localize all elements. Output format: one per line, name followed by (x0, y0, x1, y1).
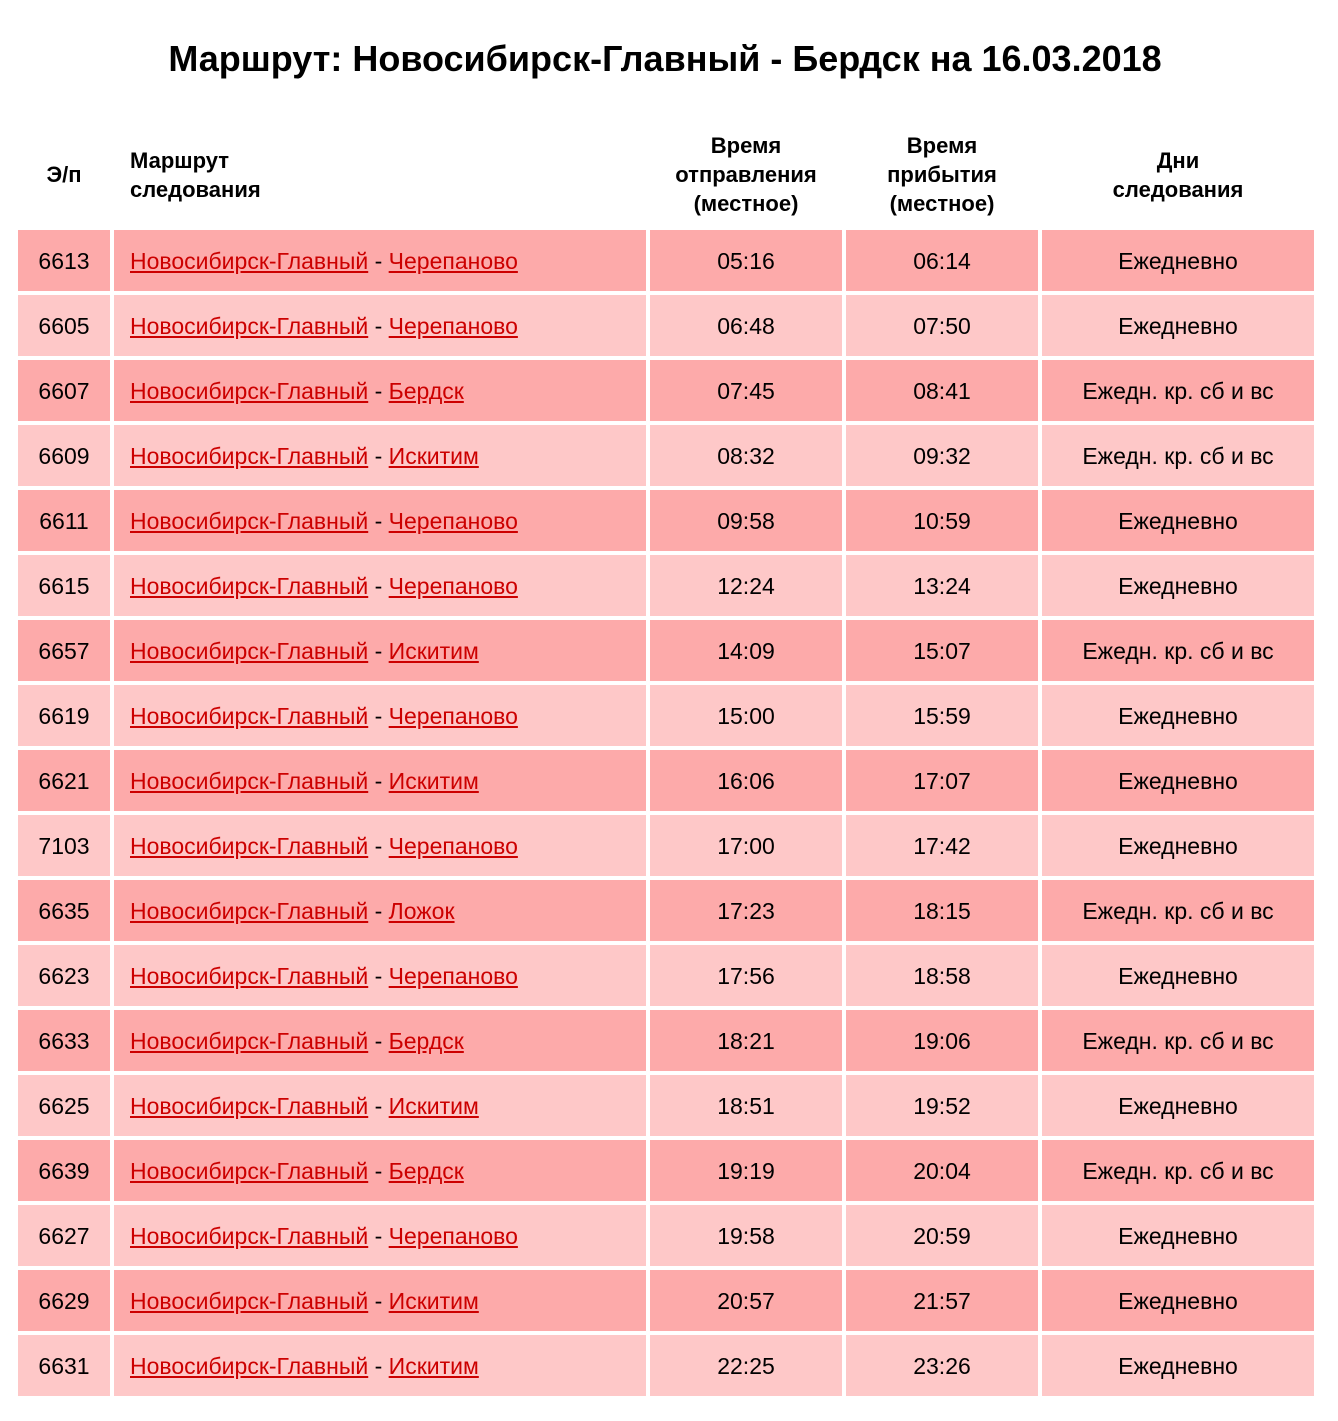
train-number-cell: 6629 (18, 1270, 110, 1331)
departure-time-cell: 17:23 (650, 880, 842, 941)
table-row (18, 1335, 1314, 1396)
departure-time-cell: 05:16 (650, 230, 842, 291)
route-separator: - (374, 1287, 383, 1314)
table-row (18, 815, 1314, 876)
station-link-to[interactable]: Черепаново (388, 572, 518, 599)
table-row (18, 1270, 1314, 1331)
days-cell: Ежедневно (1042, 555, 1314, 616)
station-link-from[interactable]: Новосибирск-Главный (130, 832, 369, 859)
route-separator: - (374, 247, 383, 274)
route-separator: - (374, 1222, 383, 1249)
station-link-to[interactable]: Черепаново (388, 962, 518, 989)
train-number-cell: 7103 (18, 815, 110, 876)
departure-time-cell: 18:51 (650, 1075, 842, 1136)
station-link-to[interactable]: Черепаново (388, 507, 518, 534)
arrival-time-cell: 17:07 (846, 750, 1038, 811)
station-link-from[interactable]: Новосибирск-Главный (130, 572, 369, 599)
table-row (18, 1010, 1314, 1071)
route-cell (114, 880, 646, 941)
station-link-to[interactable]: Черепаново (388, 247, 518, 274)
route-separator: - (374, 507, 383, 534)
days-cell: Ежедневно (1042, 1075, 1314, 1136)
departure-time-cell: 19:58 (650, 1205, 842, 1266)
table-row (18, 230, 1314, 291)
route-cell (114, 1075, 646, 1136)
station-link-from[interactable]: Новосибирск-Главный (130, 702, 369, 729)
departure-time-cell: 17:56 (650, 945, 842, 1006)
arrival-time-cell: 23:26 (846, 1335, 1038, 1396)
arrival-time-cell: 08:41 (846, 360, 1038, 421)
header-departure: Время отправления (местное) (650, 123, 842, 226)
train-number-cell: 6631 (18, 1335, 110, 1396)
departure-time-cell: 14:09 (650, 620, 842, 681)
days-cell: Ежедневно (1042, 490, 1314, 551)
header-arrival: Время прибытия (местное) (846, 123, 1038, 226)
departure-time-cell: 16:06 (650, 750, 842, 811)
schedule-table (14, 119, 1318, 1400)
departure-time-cell: 09:58 (650, 490, 842, 551)
station-link-from[interactable]: Новосибирск-Главный (130, 312, 369, 339)
arrival-time-cell: 15:07 (846, 620, 1038, 681)
station-link-from[interactable]: Новосибирск-Главный (130, 1157, 369, 1184)
route-cell (114, 1270, 646, 1331)
arrival-time-cell: 20:04 (846, 1140, 1038, 1201)
days-cell: Ежедн. кр. сб и вс (1042, 360, 1314, 421)
departure-time-cell: 06:48 (650, 295, 842, 356)
header-days: Дни следования (1042, 123, 1314, 226)
table-row (18, 1075, 1314, 1136)
table-row (18, 750, 1314, 811)
train-number-cell: 6623 (18, 945, 110, 1006)
arrival-time-cell: 15:59 (846, 685, 1038, 746)
arrival-time-cell: 19:06 (846, 1010, 1038, 1071)
route-cell (114, 360, 646, 421)
route-cell (114, 490, 646, 551)
days-cell: Ежедн. кр. сб и вс (1042, 425, 1314, 486)
train-number-cell: 6635 (18, 880, 110, 941)
days-cell: Ежедн. кр. сб и вс (1042, 1010, 1314, 1071)
route-cell (114, 1205, 646, 1266)
header-route: Маршрут следования (114, 123, 646, 226)
station-link-from[interactable]: Новосибирск-Главный (130, 507, 369, 534)
route-separator: - (374, 702, 383, 729)
station-link-from[interactable]: Новосибирск-Главный (130, 767, 369, 794)
days-cell: Ежедневно (1042, 945, 1314, 1006)
route-cell (114, 620, 646, 681)
table-row (18, 490, 1314, 551)
table-row (18, 425, 1314, 486)
station-link-to[interactable]: Искитим (388, 637, 479, 664)
table-row (18, 1205, 1314, 1266)
arrival-time-cell: 06:14 (846, 230, 1038, 291)
route-separator: - (374, 637, 383, 664)
arrival-time-cell: 13:24 (846, 555, 1038, 616)
route-separator: - (374, 1027, 383, 1054)
departure-time-cell: 17:00 (650, 815, 842, 876)
departure-time-cell: 22:25 (650, 1335, 842, 1396)
days-cell: Ежедневно (1042, 815, 1314, 876)
train-number-cell: 6619 (18, 685, 110, 746)
train-number-cell: 6611 (18, 490, 110, 551)
train-number-cell: 6625 (18, 1075, 110, 1136)
table-row (18, 360, 1314, 421)
arrival-time-cell: 09:32 (846, 425, 1038, 486)
station-link-to[interactable]: Черепаново (388, 832, 518, 859)
route-separator: - (374, 312, 383, 339)
table-row (18, 685, 1314, 746)
departure-time-cell: 20:57 (650, 1270, 842, 1331)
days-cell: Ежедневно (1042, 685, 1314, 746)
days-cell: Ежедневно (1042, 1270, 1314, 1331)
route-cell (114, 685, 646, 746)
train-number-cell: 6605 (18, 295, 110, 356)
route-separator: - (374, 377, 383, 404)
station-link-from[interactable]: Новосибирск-Главный (130, 442, 369, 469)
train-number-cell: 6657 (18, 620, 110, 681)
route-cell (114, 750, 646, 811)
days-cell: Ежедневно (1042, 750, 1314, 811)
route-separator: - (374, 1157, 383, 1184)
station-link-to[interactable]: Бердск (388, 1027, 464, 1054)
days-cell: Ежедневно (1042, 295, 1314, 356)
table-row (18, 880, 1314, 941)
station-link-to[interactable]: Ложок (388, 897, 455, 924)
arrival-time-cell: 18:15 (846, 880, 1038, 941)
days-cell: Ежедневно (1042, 230, 1314, 291)
station-link-from[interactable]: Новосибирск-Главный (130, 897, 369, 924)
station-link-to[interactable]: Бердск (388, 377, 464, 404)
days-cell: Ежедневно (1042, 1335, 1314, 1396)
station-link-to[interactable]: Черепаново (388, 1222, 518, 1249)
arrival-time-cell: 19:52 (846, 1075, 1038, 1136)
schedule-body (18, 230, 1314, 1396)
train-number-cell: 6615 (18, 555, 110, 616)
departure-time-cell: 07:45 (650, 360, 842, 421)
table-row (18, 945, 1314, 1006)
departure-time-cell: 19:19 (650, 1140, 842, 1201)
station-link-from[interactable]: Новосибирск-Главный (130, 962, 369, 989)
station-link-from[interactable]: Новосибирск-Главный (130, 247, 369, 274)
station-link-from[interactable]: Новосибирск-Главный (130, 1352, 369, 1379)
station-link-from[interactable]: Новосибирск-Главный (130, 377, 369, 404)
train-number-cell: 6627 (18, 1205, 110, 1266)
route-separator: - (374, 442, 383, 469)
route-separator: - (374, 1352, 383, 1379)
departure-time-cell: 08:32 (650, 425, 842, 486)
station-link-to[interactable]: Искитим (388, 767, 479, 794)
route-separator: - (374, 832, 383, 859)
route-separator: - (374, 767, 383, 794)
train-number-cell: 6607 (18, 360, 110, 421)
arrival-time-cell: 17:42 (846, 815, 1038, 876)
station-link-to[interactable]: Бердск (388, 1157, 464, 1184)
days-cell: Ежедневно (1042, 1205, 1314, 1266)
route-cell (114, 1010, 646, 1071)
arrival-time-cell: 20:59 (846, 1205, 1038, 1266)
route-cell (114, 945, 646, 1006)
route-cell (114, 1140, 646, 1201)
station-link-to[interactable]: Искитим (388, 442, 479, 469)
table-header-row (18, 123, 1314, 226)
table-row (18, 1140, 1314, 1201)
departure-time-cell: 12:24 (650, 555, 842, 616)
station-link-to[interactable]: Искитим (388, 1352, 479, 1379)
table-row (18, 620, 1314, 681)
route-cell (114, 815, 646, 876)
arrival-time-cell: 18:58 (846, 945, 1038, 1006)
route-separator: - (374, 962, 383, 989)
train-number-cell: 6609 (18, 425, 110, 486)
station-link-to[interactable]: Искитим (388, 1287, 479, 1314)
page-title: Маршрут: Новосибирск-Главный - Бердск на 16.03.2018 (168, 38, 1162, 79)
route-cell (114, 295, 646, 356)
station-link-from[interactable]: Новосибирск-Главный (130, 1287, 369, 1314)
days-cell: Ежедн. кр. сб и вс (1042, 1140, 1314, 1201)
station-link-from[interactable]: Новосибирск-Главный (130, 637, 369, 664)
route-separator: - (374, 897, 383, 924)
route-separator: - (374, 1092, 383, 1119)
station-link-from[interactable]: Новосибирск-Главный (130, 1027, 369, 1054)
days-cell: Ежедн. кр. сб и вс (1042, 880, 1314, 941)
route-cell (114, 230, 646, 291)
departure-time-cell: 18:21 (650, 1010, 842, 1071)
station-link-to[interactable]: Искитим (388, 1092, 479, 1119)
station-link-from[interactable]: Новосибирск-Главный (130, 1092, 369, 1119)
route-cell (114, 425, 646, 486)
table-row (18, 555, 1314, 616)
arrival-time-cell: 07:50 (846, 295, 1038, 356)
station-link-from[interactable]: Новосибирск-Главный (130, 1222, 369, 1249)
arrival-time-cell: 21:57 (846, 1270, 1038, 1331)
departure-time-cell: 15:00 (650, 685, 842, 746)
train-number-cell: 6613 (18, 230, 110, 291)
days-cell: Ежедн. кр. сб и вс (1042, 620, 1314, 681)
station-link-to[interactable]: Черепаново (388, 312, 518, 339)
train-number-cell: 6633 (18, 1010, 110, 1071)
arrival-time-cell: 10:59 (846, 490, 1038, 551)
route-cell (114, 1335, 646, 1396)
train-number-cell: 6621 (18, 750, 110, 811)
table-row (18, 295, 1314, 356)
header-train-number: Э/п (18, 123, 110, 226)
route-separator: - (374, 572, 383, 599)
train-number-cell: 6639 (18, 1140, 110, 1201)
route-cell (114, 555, 646, 616)
station-link-to[interactable]: Черепаново (388, 702, 518, 729)
